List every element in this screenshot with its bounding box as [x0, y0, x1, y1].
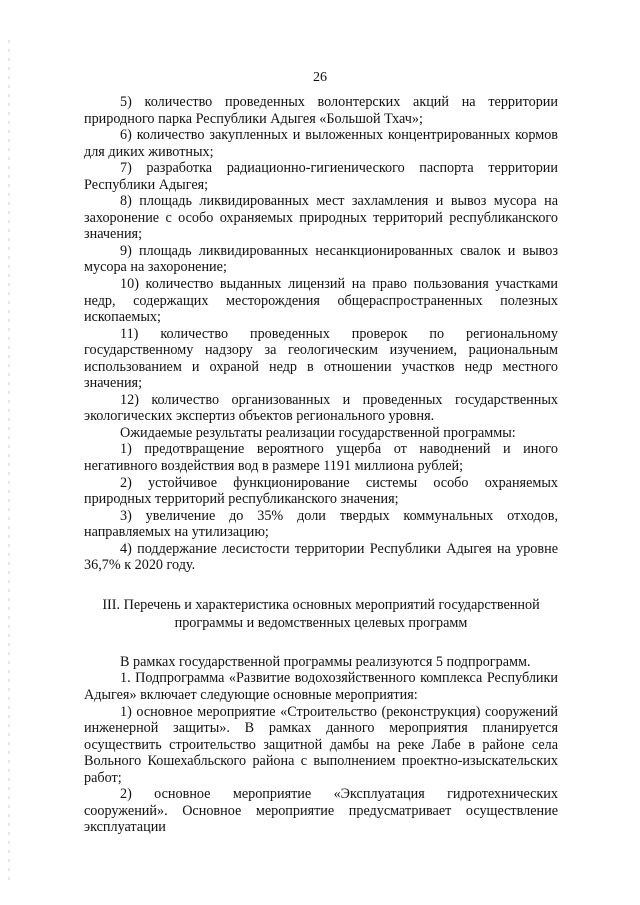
- result-item: 2) устойчивое функционирование системы особо охраняемых природных территорий республиканского значения;: [84, 474, 558, 508]
- list-item: 7) разработка радиационно-гигиенического паспорта территории Республики Адыгея;: [84, 160, 558, 193]
- section-paragraph: 1) основное мероприятие «Строительство (реконструкция) сооружений инженерной защиты». В рамках данного мероприятия планируется осуществить строительство защитной дамбы на реке Лабе в районе села Вольного Кошехабльского района с выполнением проектно-изыскательских работ;: [84, 703, 558, 786]
- section-heading: [84, 596, 558, 632]
- result-item: 1) предотвращение вероятного ущерба от наводнений и иного негативного воздействия вод в размере 1191 миллиона рублей;: [84, 441, 558, 475]
- section-paragraph: 2) основное мероприятие «Эксплуатация гидротехнических сооружений». Основное мероприятие предусматривает осуществление эксплуатации: [84, 786, 558, 836]
- section-paragraph: В рамках государственной программы реализуются 5 подпрограмм.: [120, 653, 531, 670]
- list-item: 11) количество проведенных проверок по региональному государственному надзору за геологическим изучением, рациональным использованием и охраной недр в отношении участков недр местного значения;: [84, 325, 558, 392]
- list-item: 9) площадь ликвидированных несанкционированных свалок и вывоз мусора на захоронение;: [84, 242, 558, 276]
- results-intro: Ожидаемые результаты реализации государственной программы:: [120, 424, 516, 441]
- result-item: 3) увеличение до 35% доли твердых коммунальных отходов, направляемых на утилизацию;: [84, 507, 558, 541]
- section-heading-line1: III. Перечень и характеристика основных мероприятий государственной: [102, 596, 540, 613]
- result-item: 4) поддержание лесистости территории Республики Адыгея на уровне 36,7% к 2020 году.: [84, 540, 558, 574]
- page-number: 26: [313, 70, 327, 85]
- list-item: 8) площадь ликвидированных мест захламления и вывоз мусора на захоронение с особо охраняемых природных территорий республиканского значения;: [84, 193, 558, 243]
- list-item: 6) количество закупленных и выложенных концентрированных кормов для диких животных;: [84, 127, 558, 160]
- list-item: 12) количество организованных и проведенных государственных экологических экспертиз объектов регионального уровня.: [84, 391, 558, 425]
- document-body: [84, 94, 558, 836]
- list-item: 10) количество выданных лицензий на право пользования участками недр, содержащих месторождения общераспространенных полезных ископаемых;: [84, 276, 558, 326]
- scan-edge-artifact: [8, 40, 10, 880]
- section-heading-line2: программы и ведомственных целевых программ: [174, 614, 468, 631]
- list-item: 5) количество проведенных волонтерских акций на территории природного парка Республики Адыгея «Большой Тхач»;: [84, 94, 558, 127]
- section-paragraph: 1. Подпрограмма «Развитие водохозяйственного комплекса Республики Адыгея» включает следующие основные мероприятия:: [84, 670, 558, 703]
